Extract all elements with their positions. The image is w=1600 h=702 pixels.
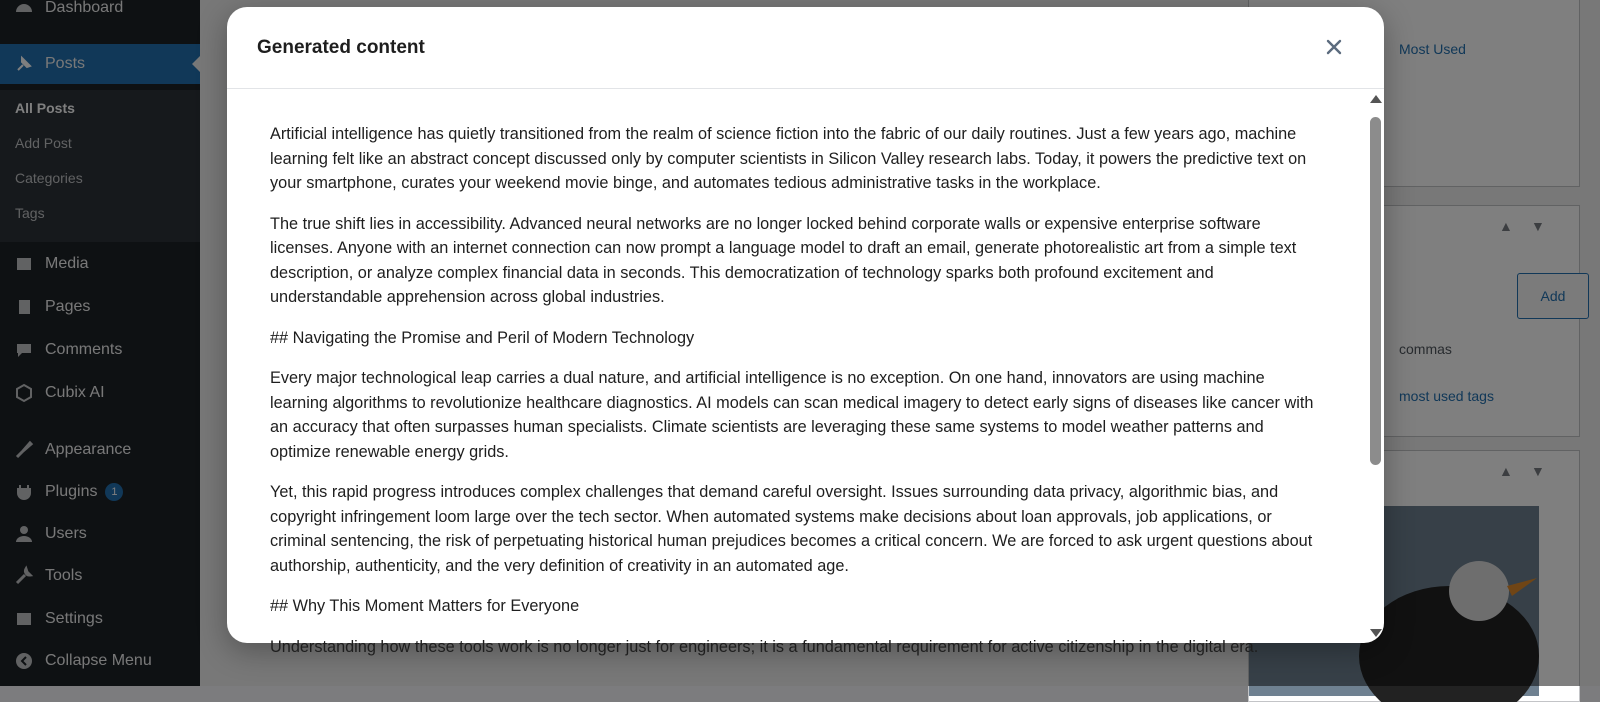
content-paragraph: Artificial intelligence has quietly transitioned from the realm of science fiction into the fabric of our daily routines. Just a few years ago, machine learning felt like an abstract concept discussed only by computer scientists in Silicon Valley research labs. Today, it powers the predictive text on your smartphone, curates your weekend movie binge, and automates tedious administrative tasks in the workplace. [270, 125, 1307, 192]
content-paragraph: Understanding how these tools work is no longer just for engineers; it is a fundamental requirement for active citizenship in the digital era. [270, 637, 1259, 656]
close-icon [1327, 40, 1341, 54]
content-paragraph: The true shift lies in accessibility. Advanced neural networks are no longer locked behind corporate walls or expensive enterprise software licenses. Anyone with an internet connection can now prompt a language model to draft an email, generate photorealistic art from a simple text description, or analyze complex financial data in seconds. This democratization of technology sparks both profound excitement and understandable apprehension across global industries. [270, 214, 1297, 306]
modal-scrollbar[interactable] [1367, 89, 1384, 643]
modal-header [227, 7, 1384, 89]
close-button[interactable] [1322, 35, 1346, 59]
modal-body[interactable] [227, 89, 1367, 656]
generated-text [227, 89, 1367, 659]
scroll-up-arrow-icon[interactable] [1370, 95, 1382, 103]
content-paragraph: Yet, this rapid progress introduces complex challenges that demand careful oversight. Issues surrounding data privacy, algorithmic bias, and copyright infringement loom large over the tech sector. When automated systems make decisions about loan approvals, job applications, or criminal sentencing, the risk of perpetuating historical human prejudices becomes a critical concern. We are forced to ask urgent questions about authorship, authenticity, and the very definition of creativity in an automated age. [270, 483, 1313, 575]
generated-content-modal [227, 7, 1384, 656]
scroll-down-arrow-icon[interactable] [1370, 629, 1382, 637]
content-heading: ## Why This Moment Matters for Everyone [270, 597, 580, 615]
content-paragraph: Every major technological leap carries a dual nature, and artificial intelligence is no exception. On one hand, innovators are using machine learning algorithms to revolutionize healthcare diagnostics. AI models can scan medical imagery to detect early signs of diseases like cancer with an accuracy that often surpasses human specialists. Climate scientists are leveraging these same systems to model weather patterns and optimize renewable energy grids. [270, 369, 1314, 461]
content-heading: ## Navigating the Promise and Peril of Modern Technology [270, 328, 695, 347]
scrollbar-thumb[interactable] [1370, 117, 1381, 465]
modal-title: Generated content [257, 37, 425, 58]
